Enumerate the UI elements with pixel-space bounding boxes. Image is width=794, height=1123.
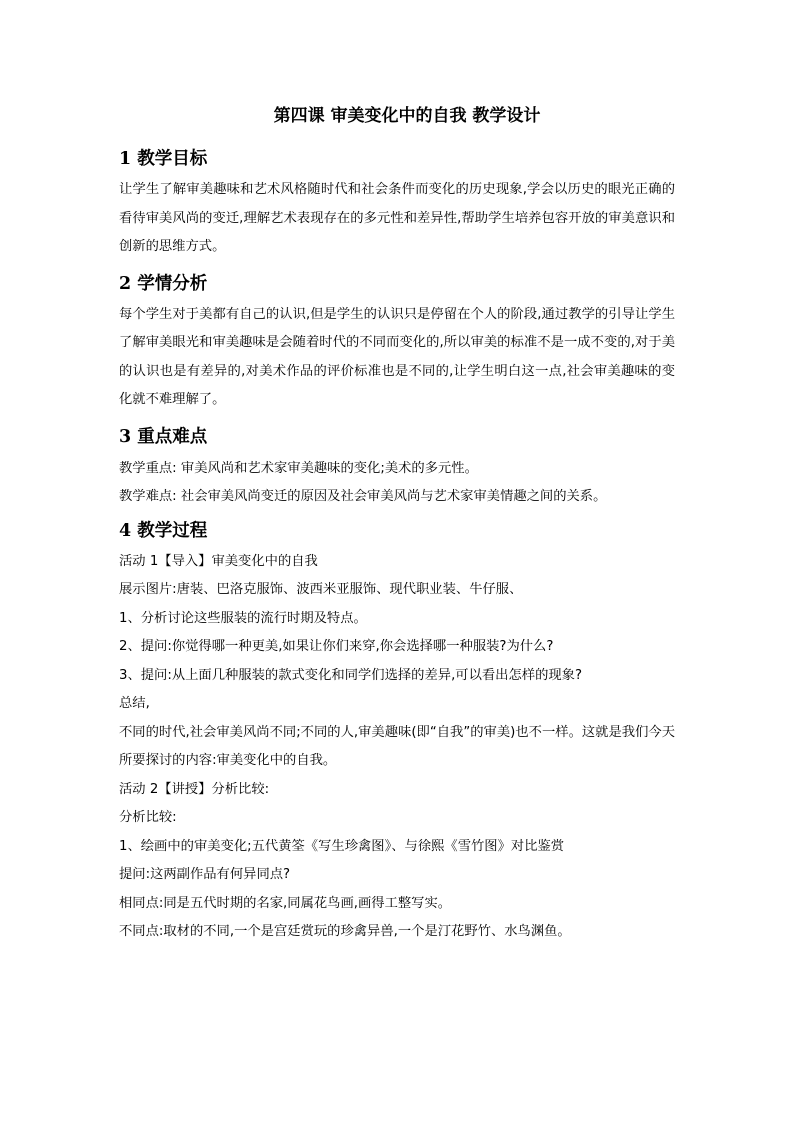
section-heading: 2 学情分析 <box>119 273 208 294</box>
paragraph: 相同点:同是五代时期的名家,同属花鸟画,画得工整写实。 <box>119 895 452 911</box>
paragraph: 每个学生对于美都有自己的认识,但是学生的认识只是停留在个人的阶段,通过教学的引导让学生了解审美眼光和审美趣味是会随着时代的不同而变化的,所以审美的标准不是一成不变的,对于美的认识也是有差异的,对美术作品的评价标准也是不同的,让学生明白这一点,社会审美趣味的变化就不难理解了。 <box>119 306 675 407</box>
paragraph: 不同点:取材的不同,一个是宫廷赏玩的珍禽异兽,一个是汀花野竹、水鸟渊鱼。 <box>119 924 571 939</box>
paragraph: 分析比较: <box>119 810 177 825</box>
paragraph: 总结, <box>119 696 150 711</box>
paragraph: 教学重点: 审美风尚和艺术家审美趣味的变化;美术的多元性。 <box>119 460 478 476</box>
paragraph: 让学生了解审美趣味和艺术风格随时代和社会条件而变化的历史现象,学会以历史的眼光正确的看待审美风尚的变迁,理解艺术表现存在的多元性和差异性,帮助学生培养包容开放的审美意识和创新的思维方式。 <box>119 182 675 254</box>
paragraph: 3、提问:从上面几种服装的款式变化和同学们选择的差异,可以看出怎样的现象? <box>119 667 583 683</box>
paragraph: 展示图片:唐装、巴洛克服饰、波西米亚服饰、现代职业装、牛仔服、 <box>119 582 523 597</box>
paragraph: 活动 2【讲授】分析比较: <box>119 781 270 797</box>
paragraph: 2、提问:你觉得哪一种更美,如果让你们来穿,你会选择哪一种服装?为什么? <box>119 639 554 654</box>
section-heading: 1 教学目标 <box>119 149 208 169</box>
document-body <box>119 102 675 947</box>
paragraph: 提问:这两副作品有何异同点? <box>119 867 291 882</box>
paragraph: 1、分析讨论这些服装的流行时期及特点。 <box>119 610 367 626</box>
paragraph: 1、绘画中的审美变化;五代黄筌《写生珍禽图》、与徐熙《雪竹图》对比鉴赏 <box>119 838 565 854</box>
page-title: 第四课 审美变化中的自我 教学设计 <box>273 106 541 126</box>
paragraph: 教学难点: 社会审美风尚变迁的原因及社会审美风尚与艺术家审美情趣之间的关系。 <box>119 489 607 504</box>
section-heading: 3 重点难点 <box>119 426 208 447</box>
paragraph: 不同的时代,社会审美风尚不同;不同的人,审美趣味(即“自我”的审美)也不一样。这就是我们今天所要探讨的内容:审美变化中的自我。 <box>119 724 675 768</box>
section-heading: 4 教学过程 <box>119 520 208 541</box>
paragraph: 活动 1【导入】审美变化中的自我 <box>119 553 318 569</box>
